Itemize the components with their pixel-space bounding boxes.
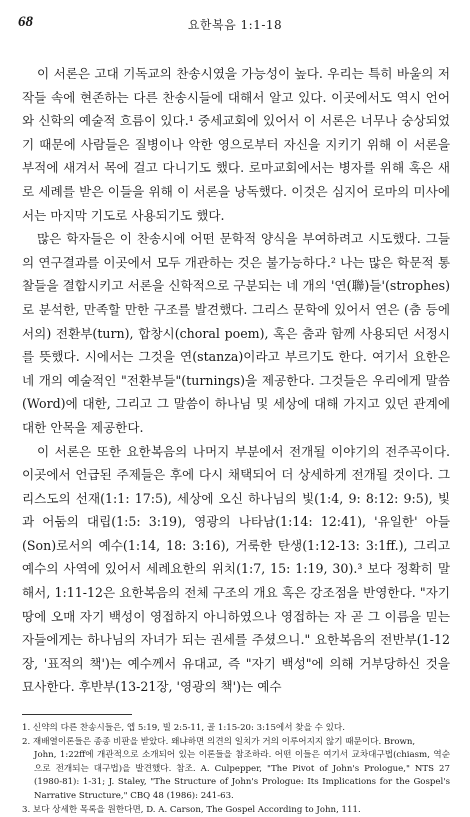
body-text <box>22 62 450 699</box>
running-head: 요한복음 1:1-18 <box>187 18 283 32</box>
footnotes <box>22 722 450 817</box>
footnote-divider <box>22 714 132 715</box>
page-number: 68 <box>18 14 33 30</box>
footnote-3: 3. 보다 상세한 목록을 원한다면, D. A. Carson, The Gospel According to John, 111. <box>22 804 361 815</box>
footnote-1: 1. 신약의 다른 찬송시들은, 엡 5:19, 빌 2:5-11, 골 1:15-20: 3:15에서 찾을 수 있다. <box>22 723 345 733</box>
footnote-2-first-line: 2. 재배열이론들은 종종 비판을 받았다. 왜냐하면 의견의 일치가 거의 이루어지지 않기 때문이다. Brown, <box>22 736 416 747</box>
paragraph-1: 이 서론은 고대 기독교의 찬송시였을 가능성이 높다. 우리는 특히 바울의 저작들 속에 현존하는 다른 찬송시들에 대해서 알고 있다. 이곳에서도 역시 언어와 신학의 예술적 흐름이 있다.¹ 중세교회에 있어서 이 서론은 너무나 숭상되었기 때문에 사람들은 질병이나 악한 영으로부터 자신을 지키기 위해 이 서론을 부적에 새겨서 목에 걸고 다니기도 했다. 로마교회에서는 병자를 위해 혹은 새로 세례를 받은 이들을 위해 이 서론을 낭독했다. 이것은 심지어 로마의 미사에서는 마지막 기도로 사용되기도 했다. <box>22 66 450 223</box>
footnote-2-continuation: John, 1:22ff에 개관적으로 소개되어 있는 이론들을 참조하라. 어떤 이들은 여기서 교차대구법(chiasm, 역순으로 전개되는 대구법)을 발견했다. 참조. A. Culpepper, "The Pivot of John's Prologue," NTS 27 (1980-81): 1-31; J. Staley, "The Structure of John's Prologue: Its Implications for the Gospel's Narrative Structure," CBQ 48 (1986): 241-63. <box>34 750 450 801</box>
paragraph-2: 많은 학자들은 이 찬송시에 어떤 문학적 양식을 부여하려고 시도했다. 그들의 연구결과를 이곳에서 모두 개관하는 것은 불가능하다.² 나는 많은 학문적 통찰들을 결합시키고 서론을 신학적으로 구분되는 네 개의 '연(聯)들'(strophes)로 분석한, 만족할 만한 구조를 발견했다. 그리스 문학에 있어서 연은 (춤 등에서의) 전환부(turn), 합창시(choral poem), 혹은 춤과 함께 사용되던 서정시를 뜻했다. 시에서는 그것을 연(stanza)이라고 부르기도 한다. 여기서 요한은 네 개의 예술적인 "전환부들"(turnings)을 제공한다. 그것들은 우리에게 말씀(Word)에 대한, 그리고 그 말씀이 하나님 및 세상에 대해 가지고 있던 관계에 대한 안목을 제공한다. <box>22 231 450 435</box>
paragraph-3: 이 서론은 또한 요한복음의 나머지 부분에서 전개될 이야기의 전주곡이다. 이곳에서 언급된 주제들은 후에 다시 채택되어 더 상세하게 전개될 것이다. 그리스도의 선재(1:1: 17:5), 세상에 오신 하나님의 빛(1:4, 9: 8:12: 9:5), 빛과 어둠의 대립(1:5: 3:19), 영광의 나타남(1:14: 12:41), '유일한' 아들(Son)로서의 예수(1:14, 18: 3:16), 거룩한 탄생(1:12-13: 3:1ff.), 그리고 예수의 사역에 있어서 세례요한의 위치(1:7, 15: 1:19, 30).³ 보다 정확히 말해서, 1:11-12은 요한복음의 전체 구조의 개요 혹은 강조점을 반영한다. "자기 땅에 오매 자기 백성이 영접하지 아니하였으나 영접하는 자 곧 그 이름을 믿는 자들에게는 하나님의 자녀가 되는 권세를 주셨으니." 요한복음의 전반부(1-12장, '표적의 책')는 예수께서 유대교, 즉 "자기 백성"에 의해 거부당하신 것을 묘사한다. 후반부(13-21장, '영광의 책')는 예수 <box>22 443 450 695</box>
